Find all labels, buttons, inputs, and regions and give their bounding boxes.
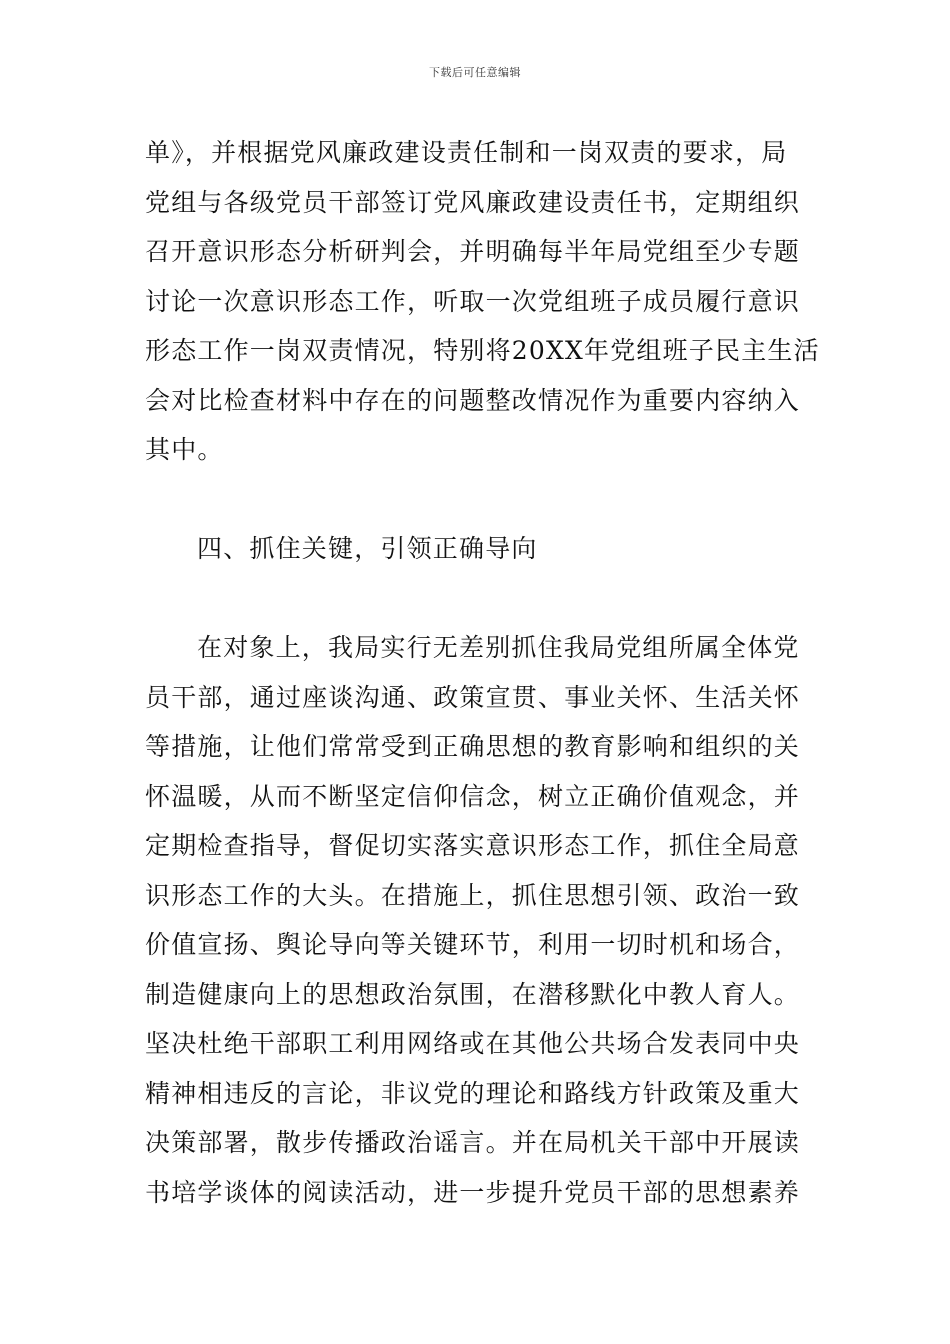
paragraph-1-line: 讨论一次意识形态工作，听取一次党组班子成员履行意识	[145, 286, 801, 316]
paragraph-2-line: 怀温暖，从而不断坚定信仰信念，树立正确价值观念，并	[145, 781, 801, 811]
paragraph-2	[145, 623, 815, 1217]
paragraph-2-line: 等措施，让他们常常受到正确思想的教育影响和组织的关	[145, 732, 801, 761]
paragraph-2-line: 坚决杜绝干部职工利用网络或在其他公共场合发表同中央	[145, 1029, 801, 1058]
paragraph-2-line: 精神相违反的言论，非议党的理论和路线方针政策及重大	[145, 1078, 801, 1108]
paragraph-1-line: 其中。	[145, 435, 224, 464]
paragraph-2-line: 书培学谈体的阅读活动，进一步提升党员干部的思想素养	[145, 1177, 801, 1207]
blank-line	[145, 574, 815, 624]
blank-line	[145, 475, 815, 525]
paragraph-2-line: 决策部署，散步传播政治谣言。并在局机关干部中开展读	[145, 1128, 801, 1157]
paragraph-2-line: 定期检查指导，督促切实落实意识形态工作，抓住全局意	[145, 831, 801, 860]
paragraph-1-line: 召开意识形态分析研判会，并明确每半年局党组至少专题	[145, 237, 801, 266]
paragraph-1-line: 单》，并根据党风廉政建设责任制和一岗双责的要求，局	[145, 138, 788, 167]
paragraph-2-line: 员干部，通过座谈沟通、政策宣贯、事业关怀、生活关怀	[145, 682, 801, 712]
paragraph-1-line: 党组与各级党员干部签订党风廉政建设责任书，定期组织	[145, 187, 801, 217]
paragraph-2-line: 制造健康向上的思想政治氛围，在潜移默化中教人育人。	[145, 979, 801, 1009]
section-heading: 四、抓住关键，引领正确导向	[197, 534, 538, 563]
paragraph-1-line: 形态工作一岗双责情况，特别将20XX年党组班子民主生活	[145, 336, 820, 365]
paragraph-2-line: 识形态工作的大头。在措施上，抓住思想引领、政治一致	[145, 880, 801, 910]
paragraph-2-line: 价值宣扬、舆论导向等关键环节，利用一切时机和场合，	[145, 930, 801, 959]
paragraph-1-line: 会对比检查材料中存在的问题整改情况作为重要内容纳入	[145, 385, 801, 415]
document-body	[145, 128, 820, 1217]
paragraph-2-line: 在对象上，我局实行无差别抓住我局党组所属全体党	[197, 633, 800, 662]
paragraph-1	[145, 128, 820, 475]
page-header: 下载后可任意编辑	[429, 66, 521, 79]
